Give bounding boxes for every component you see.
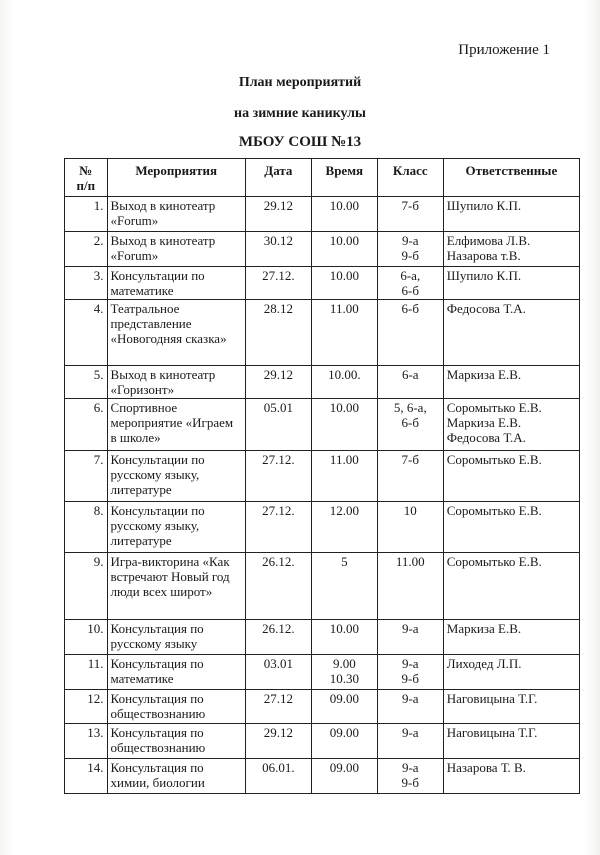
table-row bbox=[65, 759, 580, 794]
row-date: 27.12. bbox=[245, 266, 311, 300]
row-responsible: Соромытько Е.В. bbox=[443, 450, 579, 501]
row-responsible: Маркиза Е.В. bbox=[443, 365, 579, 399]
school-name: МБОУ СОШ №13 bbox=[238, 134, 362, 150]
row-date: 06.01. bbox=[245, 759, 311, 794]
row-time: 09.00 bbox=[311, 759, 377, 794]
row-event: Консультация по химии, биологии bbox=[107, 759, 245, 794]
row-class: 9-а bbox=[377, 620, 443, 655]
table-row bbox=[65, 450, 580, 501]
row-time: 09.00 bbox=[311, 689, 377, 724]
table-row bbox=[65, 620, 580, 655]
table-row bbox=[65, 724, 580, 759]
row-date: 03.01 bbox=[245, 654, 311, 689]
table-row bbox=[65, 266, 580, 300]
table-row bbox=[65, 365, 580, 399]
row-num: 12. bbox=[65, 689, 108, 724]
row-time: 9.00 10.30 bbox=[311, 654, 377, 689]
header-class: Класс bbox=[377, 159, 443, 197]
header-date: Дата bbox=[245, 159, 311, 197]
row-event: Консультации по математике bbox=[107, 266, 245, 300]
row-time: 10.00 bbox=[311, 399, 377, 450]
events-table bbox=[64, 158, 580, 794]
row-event: Консультация по обществознанию bbox=[107, 724, 245, 759]
row-event: Консультация по русскому языку bbox=[107, 620, 245, 655]
row-class: 9-а 9-б bbox=[377, 654, 443, 689]
row-class: 6-а, 6-б bbox=[377, 266, 443, 300]
row-date: 05.01 bbox=[245, 399, 311, 450]
row-responsible: Елфимова Л.В. Назарова т.В. bbox=[443, 231, 579, 266]
row-time: 5 bbox=[311, 552, 377, 619]
table-row bbox=[65, 501, 580, 552]
header-time: Время bbox=[311, 159, 377, 197]
row-responsible: Соромытько Е.В. bbox=[443, 501, 579, 552]
row-event: Игра-викторина «Как встречают Новый год люди всех широт» bbox=[107, 552, 245, 619]
row-responsible: Назарова Т. В. bbox=[443, 759, 579, 794]
row-time: 09.00 bbox=[311, 724, 377, 759]
row-responsible: Наговицына Т.Г. bbox=[443, 724, 579, 759]
row-class: 9-а bbox=[377, 724, 443, 759]
table-row bbox=[65, 231, 580, 266]
row-num: 2. bbox=[65, 231, 108, 266]
row-num: 13. bbox=[65, 724, 108, 759]
row-num: 1. bbox=[65, 197, 108, 232]
row-class: 5, 6-а, 6-б bbox=[377, 399, 443, 450]
row-num: 3. bbox=[65, 266, 108, 300]
row-time: 11.00 bbox=[311, 300, 377, 365]
row-event: Выход в кинотеатр «Forum» bbox=[107, 231, 245, 266]
header-event: Мероприятия bbox=[107, 159, 245, 197]
row-event: Консультации по русскому языку, литературе bbox=[107, 450, 245, 501]
table-row bbox=[65, 300, 580, 365]
row-date: 29.12 bbox=[245, 724, 311, 759]
row-class: 6-а bbox=[377, 365, 443, 399]
row-num: 6. bbox=[65, 399, 108, 450]
row-responsible: Шупило К.П. bbox=[443, 197, 579, 232]
row-class: 9-а 9-б bbox=[377, 759, 443, 794]
table-row bbox=[65, 689, 580, 724]
row-event: Консультации по русскому языку, литературе bbox=[107, 501, 245, 552]
row-responsible: Соромытько Е.В. bbox=[443, 552, 579, 619]
row-date: 27.12. bbox=[245, 501, 311, 552]
row-date: 30.12 bbox=[245, 231, 311, 266]
row-date: 29.12 bbox=[245, 365, 311, 399]
row-num: 5. bbox=[65, 365, 108, 399]
row-responsible: Лиходед Л.П. bbox=[443, 654, 579, 689]
document-title: План мероприятий bbox=[238, 75, 362, 90]
row-event: Консультация по математике bbox=[107, 654, 245, 689]
row-responsible: Шупило К.П. bbox=[443, 266, 579, 300]
appendix-label: Приложение 1 bbox=[458, 42, 550, 58]
row-time: 10.00 bbox=[311, 620, 377, 655]
row-time: 12.00 bbox=[311, 501, 377, 552]
row-time: 10.00 bbox=[311, 231, 377, 266]
row-time: 10.00 bbox=[311, 266, 377, 300]
header-num: № п/п bbox=[65, 159, 108, 197]
table-row bbox=[65, 399, 580, 450]
row-date: 26.12. bbox=[245, 620, 311, 655]
row-num: 10. bbox=[65, 620, 108, 655]
row-event: Выход в кинотеатр «Горизонт» bbox=[107, 365, 245, 399]
table-row bbox=[65, 197, 580, 232]
table-body bbox=[65, 197, 580, 794]
row-class: 7-б bbox=[377, 197, 443, 232]
row-class: 10 bbox=[377, 501, 443, 552]
row-class: 6-б bbox=[377, 300, 443, 365]
row-time: 10.00. bbox=[311, 365, 377, 399]
row-responsible: Федосова Т.А. bbox=[443, 300, 579, 365]
table-row bbox=[65, 654, 580, 689]
row-date: 26.12. bbox=[245, 552, 311, 619]
row-num: 11. bbox=[65, 654, 108, 689]
row-num: 7. bbox=[65, 450, 108, 501]
row-class: 9-а 9-б bbox=[377, 231, 443, 266]
row-time: 10.00 bbox=[311, 197, 377, 232]
table-row bbox=[65, 552, 580, 619]
row-class: 7-б bbox=[377, 450, 443, 501]
row-date: 27.12 bbox=[245, 689, 311, 724]
row-num: 9. bbox=[65, 552, 108, 619]
row-responsible: Маркиза Е.В. bbox=[443, 620, 579, 655]
row-num: 14. bbox=[65, 759, 108, 794]
row-responsible: Наговицына Т.Г. bbox=[443, 689, 579, 724]
row-time: 11.00 bbox=[311, 450, 377, 501]
document-subtitle: на зимние каникулы bbox=[234, 106, 366, 121]
row-date: 27.12. bbox=[245, 450, 311, 501]
row-class: 11.00 bbox=[377, 552, 443, 619]
row-class: 9-а bbox=[377, 689, 443, 724]
row-date: 28.12 bbox=[245, 300, 311, 365]
row-num: 8. bbox=[65, 501, 108, 552]
row-event: Спортивное мероприятие «Играем в школе» bbox=[107, 399, 245, 450]
row-responsible: Соромытько Е.В. Маркиза Е.В. Федосова Т.А. bbox=[443, 399, 579, 450]
row-date: 29.12 bbox=[245, 197, 311, 232]
table-header-row bbox=[65, 159, 580, 197]
row-num: 4. bbox=[65, 300, 108, 365]
row-event: Театральное представление «Новогодняя сказка» bbox=[107, 300, 245, 365]
header-responsible: Ответственные bbox=[443, 159, 579, 197]
row-event: Выход в кинотеатр «Forum» bbox=[107, 197, 245, 232]
row-event: Консультация по обществознанию bbox=[107, 689, 245, 724]
